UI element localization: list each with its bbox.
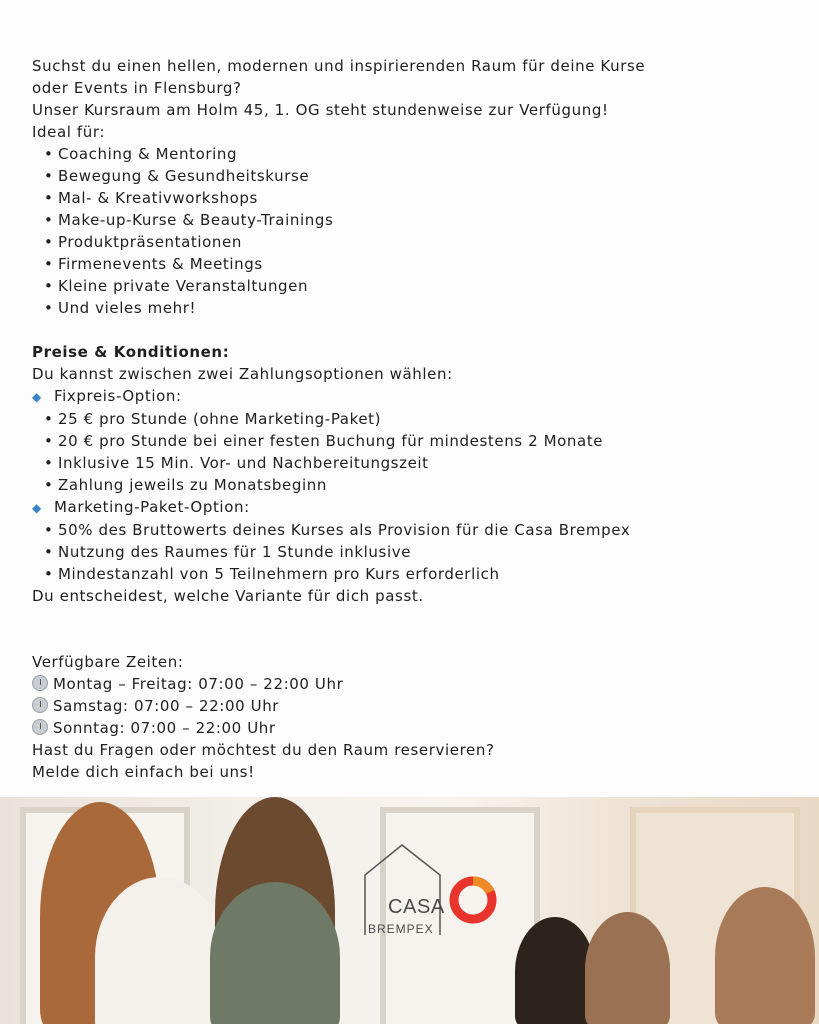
clock-icon [32,697,48,713]
list-item: • Make-up-Kurse & Beauty-Trainings [32,209,802,231]
time-row: Montag – Freitag: 07:00 – 22:00 Uhr [32,673,802,695]
list-item: • Zahlung jeweils zu Monatsbeginn [32,474,802,496]
logo-word-casa: CASA [388,896,445,918]
clock-icon [32,675,48,691]
contact-line: Melde dich einfach bei uns! [32,763,255,781]
list-item: • Mal- & Kreativworkshops [32,187,802,209]
list-item: • Nutzung des Raumes für 1 Stunde inklusive [32,541,802,563]
prices-heading: Preise & Konditionen: [32,343,230,361]
list-item: • Kleine private Veranstaltungen [32,275,802,297]
option-title: Fixpreis-Option: [54,387,182,405]
option-title: Marketing-Paket-Option: [54,498,250,516]
prices-closing: Du entscheidest, welche Variante für dich passt. [32,587,424,605]
flyer-text [32,55,802,783]
prices-intro: Du kannst zwischen zwei Zahlungsoptionen wählen: [32,365,453,383]
contact-question: Hast du Fragen oder möchtest du den Raum reservieren? [32,741,495,759]
casa-brempex-logo [360,840,510,940]
ideal-label: Ideal für: [32,123,106,141]
list-item: • Bewegung & Gesundheitskurse [32,165,802,187]
diamond-icon: ◆ [32,390,42,404]
intro-line-1: Suchst du einen hellen, modernen und inspirierenden Raum für deine Kurse [32,57,646,75]
list-item: • Coaching & Mentoring [32,143,802,165]
list-item: • Produktpräsentationen [32,231,802,253]
list-item: • 25 € pro Stunde (ohne Marketing-Paket) [32,408,802,430]
list-item: • Firmenevents & Meetings [32,253,802,275]
option-fixpreis [32,385,802,408]
option-marketing [32,496,802,519]
logo-word-brempex: BREMPEX [368,922,434,936]
list-item: • 50% des Bruttowerts deines Kurses als Provision für die Casa Brempex [32,519,802,541]
times-heading: Verfügbare Zeiten: [32,653,184,671]
clock-icon [32,719,48,735]
intro-line-3: Unser Kursraum am Holm 45, 1. OG steht stundenweise zur Verfügung! [32,101,609,119]
list-item: • Mindestanzahl von 5 Teilnehmern pro Kurs erforderlich [32,563,802,585]
intro-line-2: oder Events in Flensburg? [32,79,242,97]
time-row: Samstag: 07:00 – 22:00 Uhr [32,695,802,717]
list-item: • Und vieles mehr! [32,297,802,319]
list-item: • 20 € pro Stunde bei einer festen Buchung für mindestens 2 Monate [32,430,802,452]
list-item: • Inklusive 15 Min. Vor- und Nachbereitungszeit [32,452,802,474]
time-row: Sonntag: 07:00 – 22:00 Uhr [32,717,802,739]
diamond-icon: ◆ [32,501,42,515]
